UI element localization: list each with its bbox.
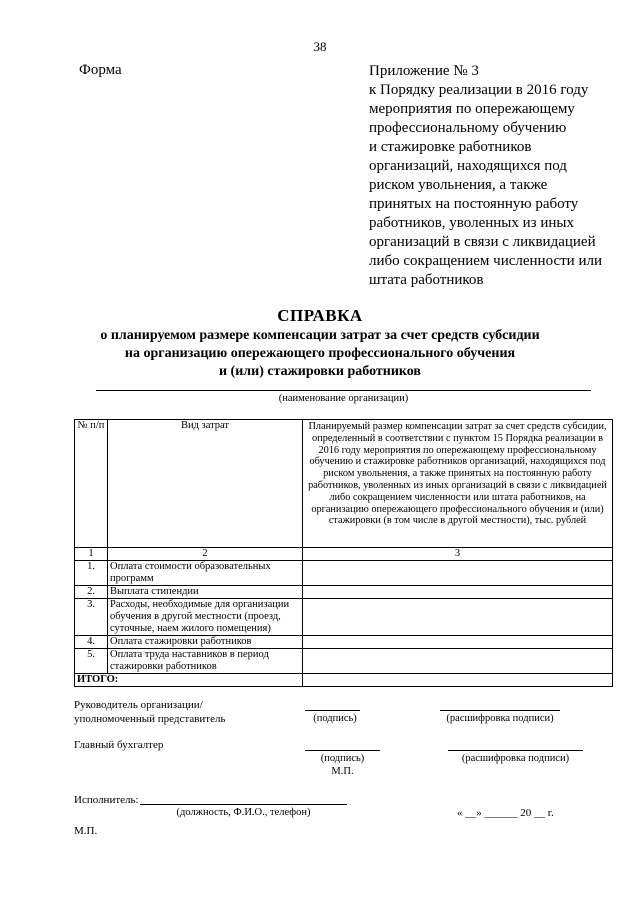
row-num: 5.: [75, 649, 108, 674]
subtitle-line: о планируемом размере компенсации затрат за счет средств субсидии: [100, 328, 540, 343]
page-number: 38: [313, 39, 327, 54]
table-row: [75, 649, 613, 674]
form-label: Форма: [79, 62, 122, 78]
header-cost-type: Вид затрат: [108, 420, 303, 548]
organization-name-field[interactable]: [96, 390, 591, 391]
total-label: ИТОГО:: [75, 674, 303, 687]
appendix-line: работников, уволенных из иных: [369, 215, 574, 231]
header-num: № п/п: [75, 420, 108, 548]
row-num: 3.: [75, 599, 108, 636]
executor-field[interactable]: [140, 804, 347, 805]
accountant-decode-field[interactable]: [448, 750, 583, 751]
appendix-line: Приложение № 3: [369, 63, 479, 79]
table-row: [75, 636, 613, 649]
total-value[interactable]: [303, 674, 613, 687]
row-value[interactable]: [303, 599, 613, 636]
appendix-block: [369, 62, 619, 290]
subtitle-line: на организацию опережающего профессионального обучения: [124, 346, 516, 361]
appendix-line: принятых на постоянную работу: [369, 196, 579, 212]
appendix-line: профессиональному обучению: [369, 120, 567, 136]
row-value[interactable]: [303, 649, 613, 674]
appendix-line: либо сокращением численности или: [369, 253, 602, 269]
row-value[interactable]: [303, 586, 613, 599]
head-signature-field[interactable]: [305, 710, 360, 711]
organization-caption: (наименование организации): [278, 393, 409, 404]
accountant-stamp-mp: М.П.: [331, 766, 354, 777]
table-row: [75, 586, 613, 599]
executor-caption: (должность, Ф.И.О., телефон): [176, 807, 311, 818]
document-subtitle: [0, 327, 640, 381]
head-decode-caption: (расшифровка подписи): [446, 713, 554, 724]
column-number: 1: [75, 548, 108, 561]
accountant-signature-caption: (подпись): [320, 753, 365, 764]
appendix-line: к Порядку реализации в 2016 году: [369, 82, 589, 98]
head-decode-field[interactable]: [440, 710, 560, 711]
head-label-line1: Руководитель организации/: [74, 699, 203, 711]
appendix-line: организаций в связи с ликвидацией: [369, 234, 596, 250]
table-row: [75, 561, 613, 586]
column-number: 2: [108, 548, 303, 561]
table-header-row: [75, 420, 613, 548]
table-row: [75, 599, 613, 636]
appendix-line: штата работников: [369, 272, 484, 288]
column-numbers-row: [75, 548, 613, 561]
row-value[interactable]: [303, 636, 613, 649]
column-number: 3: [303, 548, 613, 561]
header-planned-amount: Планируемый размер компенсации затрат за счет средств субсидии, определенный в соответствии с пунктом 15 Порядка реализации в 2016 году мероприятия по опережающему профессиональному обучению и стажировке работников организаций, находящихся под риском увольнения, а также принятых на постоянную работу работников, уволенных из иных организаций в связи с ликвидацией либо сокращением численности или штата работников, на организацию опережающего профессионального обучения и (или) стажировки (в том числе в другой местности), тыс. рублей: [303, 420, 613, 548]
row-label: Выплата стипендии: [108, 586, 303, 599]
row-label: Расходы, необходимые для организации обучения в другой местности (проезд, суточные, наем жилого помещения): [108, 599, 303, 636]
row-num: 4.: [75, 636, 108, 649]
head-label-line2: уполномоченный представитель: [74, 713, 226, 725]
total-row: [75, 674, 613, 687]
row-num: 2.: [75, 586, 108, 599]
row-label: Оплата труда наставников в период стажировки работников: [108, 649, 303, 674]
accountant-label: Главный бухгалтер: [74, 739, 164, 751]
row-label: Оплата стоимости образовательных программ: [108, 561, 303, 586]
appendix-line: и стажировке работников: [369, 139, 532, 155]
document-title: СПРАВКА: [277, 306, 363, 325]
date-field[interactable]: « __» ______ 20 __ г.: [457, 807, 554, 819]
executor-stamp-mp: М.П.: [74, 825, 98, 837]
costs-table: [74, 419, 613, 687]
executor-label: Исполнитель:: [74, 794, 139, 806]
accountant-signature-field[interactable]: [305, 750, 380, 751]
row-value[interactable]: [303, 561, 613, 586]
appendix-line: мероприятия по опережающему: [369, 101, 575, 117]
accountant-decode-caption: (расшифровка подписи): [461, 753, 570, 764]
row-label: Оплата стажировки работников: [108, 636, 303, 649]
appendix-line: риском увольнения, а также: [369, 177, 548, 193]
subtitle-line: и (или) стажировки работников: [218, 364, 421, 379]
appendix-line: организаций, находящихся под: [369, 158, 567, 174]
row-num: 1.: [75, 561, 108, 586]
head-signature-caption: (подпись): [313, 713, 357, 724]
